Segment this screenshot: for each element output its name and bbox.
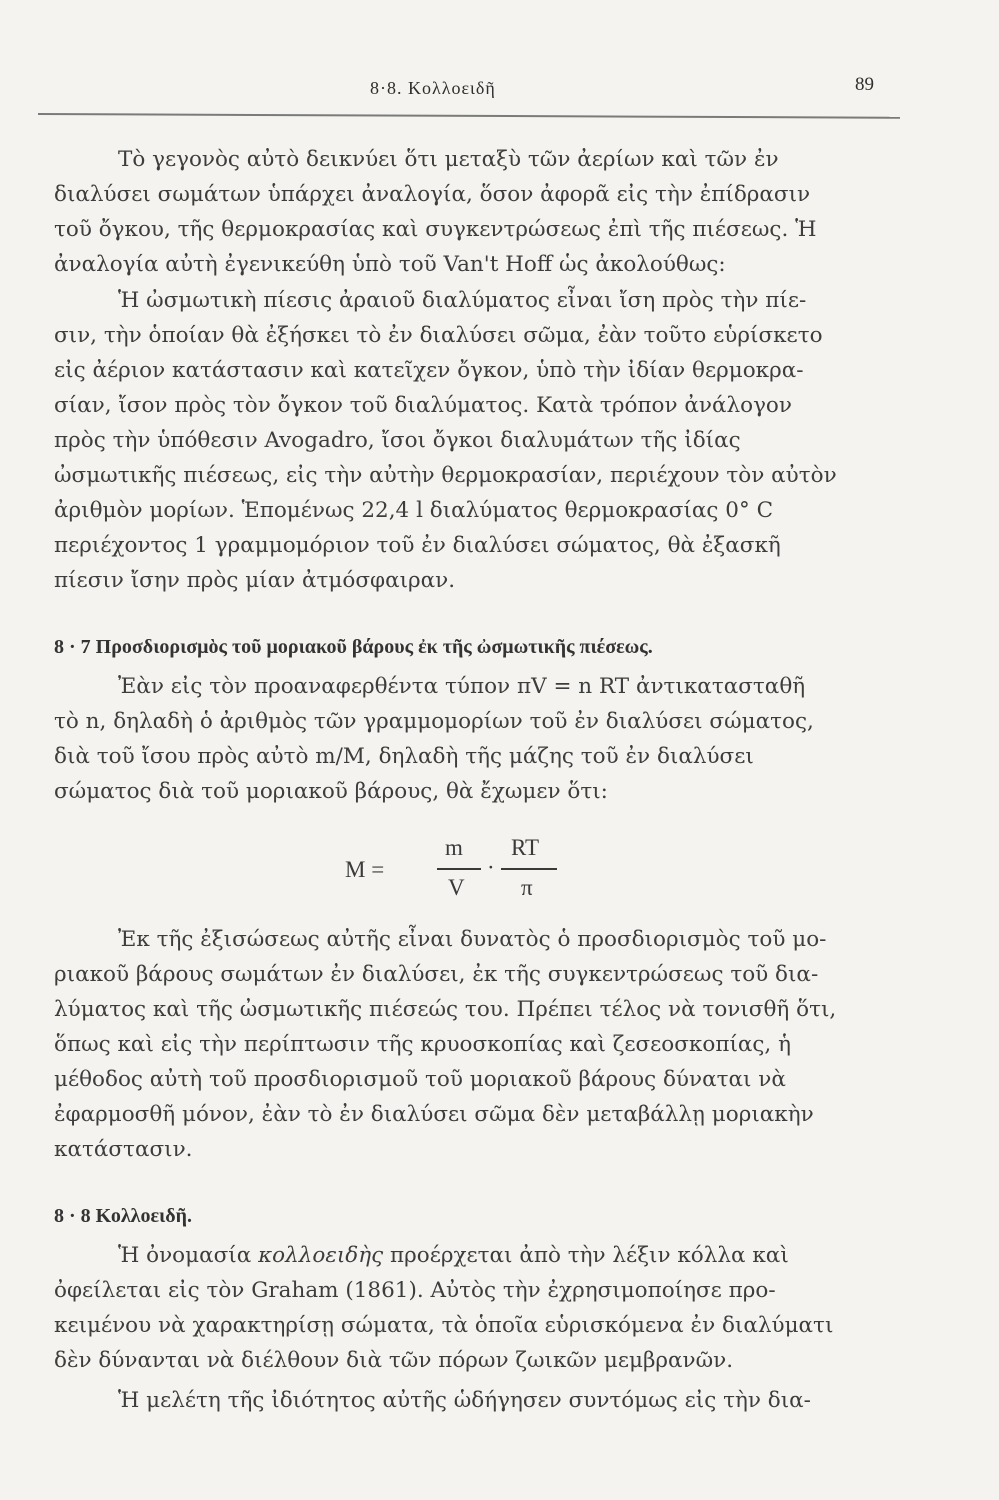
italic-term: κολλοειδὴς	[258, 1243, 384, 1268]
running-title: 8·8. Κολλοειδῆ	[370, 78, 496, 98]
formula-denominator-v: V	[448, 875, 465, 900]
formula-numerator-m: m	[445, 835, 463, 860]
formula-denominator-pi: π	[521, 875, 533, 900]
text-line: κατάστασιν.	[54, 1137, 193, 1162]
text-line: σίαν, ἴσον πρὸς τὸν ὄγκον τοῦ διαλύματος. Κατὰ τρόπον ἀνάλογον	[54, 393, 792, 418]
page-number: 89	[855, 74, 874, 95]
text-line: εἰς ἀέριον κατάστασιν καὶ κατεῖχεν ὄγκον, ὑπὸ τὴν ἰδίαν θερμοκρα-	[54, 358, 804, 383]
text-span: Ἡ ὀνομασία	[118, 1243, 259, 1268]
formula-dot: ·	[487, 855, 495, 880]
text-line: κειμένου νὰ χαρακτηρίσῃ σώματα, τὰ ὁποῖα εὑρισκόμενα ἐν διαλύματι	[54, 1313, 834, 1338]
text-line: ὠσμωτικῆς πιέσεως, εἰς τὴν αὐτὴν θερμοκρασίαν, περιέχουν τὸν αὐτὸν	[54, 463, 837, 488]
formula-numerator-rt: RT	[511, 835, 540, 860]
text-line: πίεσιν ἴσην πρὸς μίαν ἀτμόσφαιραν.	[54, 568, 456, 593]
text-line: μέθοδος αὐτὴ τοῦ προσδιορισμοῦ τοῦ μοριακοῦ βάρους δύναται νὰ	[54, 1067, 786, 1092]
text-line: Ἡ μελέτη τῆς ἰδιότητος αὐτῆς ὡδήγησεν συντόμως εἰς τὴν δια-	[118, 1388, 811, 1413]
text-line: Ἐὰν εἰς τὸν προαναφερθέντα τύπον πV = n RT ἀντικατασταθῆ	[118, 674, 806, 699]
text-line: τὸ n, δηλαδὴ ὁ ἀριθμὸς τῶν γραμμομορίων τοῦ ἐν διαλύσει σώματος,	[54, 709, 814, 734]
text-line: λύματος καὶ τῆς ὠσμωτικῆς πιέσεώς του. Πρέπει τέλος νὰ τονισθῆ ὅτι,	[54, 997, 837, 1022]
text-span: προέρχεται ἀπὸ τὴν λέξιν κόλλα καὶ	[383, 1243, 789, 1268]
text-line: τοῦ ὄγκου, τῆς θερμοκρασίας καὶ συγκεντρώσεως ἐπὶ τῆς πιέσεως. Ἡ	[54, 217, 817, 242]
text-line: ἀριθμὸν μορίων. Ἑπομένως 22,4 l διαλύματος θερμοκρασίας 0° C	[54, 498, 774, 523]
text-line: ὅπως καὶ εἰς τὴν περίπτωσιν τῆς κρυοσκοπίας καὶ ζεσεοσκοπίας, ἡ	[54, 1032, 791, 1057]
text-line: Ἡ ὠσμωτικὴ πίεσις ἀραιοῦ διαλύματος εἶναι ἴση πρὸς τὴν πίε-	[118, 288, 807, 313]
text-line: Ἐκ τῆς ἐξισώσεως αὐτῆς εἶναι δυνατὸς ὁ προσδιορισμὸς τοῦ μο-	[118, 927, 827, 952]
text-line: διὰ τοῦ ἴσου πρὸς αὐτὸ m/M, δηλαδὴ τῆς μάζης τοῦ ἐν διαλύσει	[54, 744, 754, 769]
text-line: περιέχοντος 1 γραμμομόριον τοῦ ἐν διαλύσει σώματος, θὰ ἐξασκῆ	[54, 533, 781, 558]
text-line: ριακοῦ βάρους σωμάτων ἐν διαλύσει, ἐκ τῆς συγκεντρώσεως τοῦ δια-	[54, 962, 819, 987]
header-rule	[38, 113, 900, 119]
molar-mass-formula	[345, 835, 605, 905]
formula-lhs: M =	[345, 857, 385, 882]
text-line: πρὸς τὴν ὑπόθεσιν Avogadro, ἴσοι ὄγκοι διαλυμάτων τῆς ἰδίας	[54, 428, 741, 453]
text-line	[118, 1241, 904, 1271]
text-line: δὲν δύνανται νὰ διέλθουν διὰ τῶν πόρων ζωικῶν μεμβρανῶν.	[54, 1348, 734, 1373]
section-heading-8-8: 8 · 8 Κολλοειδῆ.	[54, 1205, 192, 1227]
text-line: ἐφαρμοσθῆ μόνον, ἐὰν τὸ ἐν διαλύσει σῶμα δὲν μεταβάλλῃ μοριακὴν	[54, 1102, 814, 1127]
text-line: Τὸ γεγονὸς αὐτὸ δεικνύει ὅτι μεταξὺ τῶν ἀερίων καὶ τῶν ἐν	[118, 147, 779, 172]
fraction-bar	[501, 868, 557, 870]
fraction-bar	[437, 868, 481, 870]
text-line: ὀφείλεται εἰς τὸν Graham (1861). Αὐτὸς τὴν ἐχρησιμοποίησε προ-	[54, 1278, 776, 1303]
text-line: ἀναλογία αὐτὴ ἐγενικεύθη ὑπὸ τοῦ Van't Hoff ὡς ἀκολούθως:	[54, 252, 726, 277]
text-line: σώματος διὰ τοῦ μοριακοῦ βάρους, θὰ ἔχωμεν ὅτι:	[54, 779, 608, 804]
text-line: διαλύσει σωμάτων ὑπάρχει ἀναλογία, ὅσον ἀφορᾶ εἰς τὴν ἐπίδρασιν	[54, 182, 811, 207]
section-heading-8-7: 8 · 7 Προσδιορισμὸς τοῦ μοριακοῦ βάρους ἐκ τῆς ὠσμωτικῆς πιέσεως.	[54, 636, 653, 658]
running-head	[0, 70, 999, 100]
text-line: σιν, τὴν ὁποίαν θὰ ἐξήσκει τὸ ἐν διαλύσει σῶμα, ἐὰν τοῦτο εὑρίσκετο	[54, 323, 823, 348]
